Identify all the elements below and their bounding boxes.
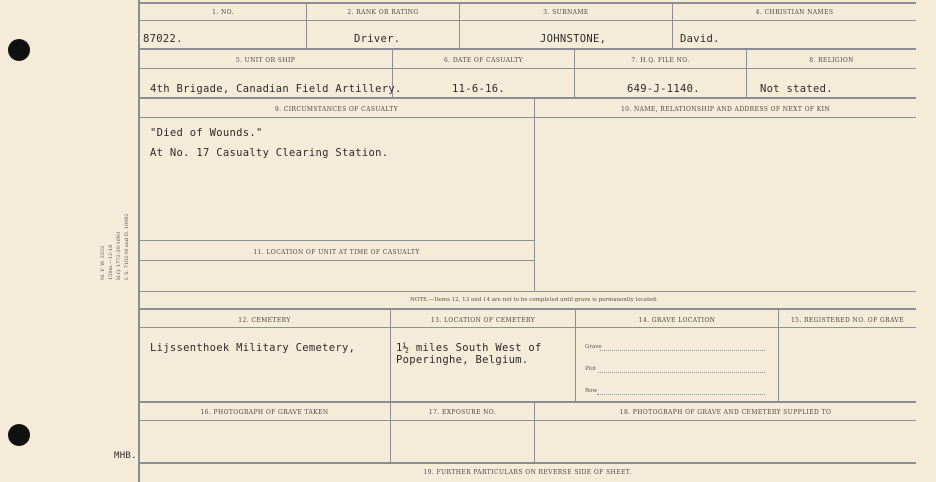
clerk-initials: MHB.: [114, 451, 137, 461]
cemetery-location-line-1: 1½ miles South West of: [396, 342, 542, 354]
date-value: 11-6-16.: [452, 83, 505, 95]
header-date: 6. DATE OF CASUALTY: [443, 57, 524, 64]
header-christian: 4. CHRISTIAN NAMES: [755, 9, 834, 16]
header-photo-supplied: 18. PHOTOGRAPH OF GRAVE AND CEMETERY SUPPLIED TO: [619, 409, 832, 416]
header-photo-taken: 16. PHOTOGRAPH OF GRAVE TAKEN: [200, 409, 329, 416]
header-religion: 8. RELIGION: [809, 57, 854, 64]
punch-hole-bottom: [8, 424, 30, 446]
circumstances-line-2: At No. 17 Casualty Clearing Station.: [150, 147, 389, 159]
header-circumstances: 9. CIRCUMSTANCES OF CASUALTY: [274, 106, 399, 113]
header-grave-location: 14. GRAVE LOCATION: [638, 317, 716, 324]
grave-field-label: Grave: [585, 344, 602, 350]
file-number-value: 649-J-1140.: [627, 83, 700, 95]
header-file: 7. H.Q. FILE NO.: [631, 57, 690, 64]
religion-value: Not stated.: [760, 83, 833, 95]
header-surname: 3. SURNAME: [543, 9, 589, 16]
form-print-reference: M. F. W. 3352 150m.—12-18 H.Q. 1772-39-1093 I. S. 7102-M and D. 10082: [100, 213, 130, 280]
cemetery-location-line-2: Poperinghe, Belgium.: [396, 354, 529, 366]
completion-note: NOTE.—Items 12, 13 and 14 are not to be completed until grave is permanently located.: [410, 297, 658, 303]
christian-names-value: David.: [680, 33, 720, 45]
footer-further-particulars: 19. FURTHER PARTICULARS ON REVERSE SIDE OF SHEET.: [423, 469, 632, 476]
surname-value: JOHNSTONE,: [540, 33, 607, 45]
header-exposure-no: 17. EXPOSURE NO.: [428, 409, 497, 416]
header-rank: 2. RANK OR RATING: [347, 9, 419, 16]
header-location-of-unit: 11. LOCATION OF UNIT AT TIME OF CASUALTY: [253, 249, 420, 256]
header-unit: 5. UNIT OR SHIP: [235, 57, 296, 64]
header-cemetery: 12. CEMETERY: [238, 317, 291, 324]
cemetery-value: Lijssenthoek Military Cemetery,: [150, 342, 356, 354]
punch-hole-top: [8, 39, 30, 61]
service-number: 87022.: [143, 33, 183, 45]
header-registered-no: 15. REGISTERED NO. OF GRAVE: [790, 317, 905, 324]
header-next-of-kin: 10. NAME, RELATIONSHIP AND ADDRESS OF NEXT OF KIN: [620, 106, 831, 113]
plot-field-label: Plot: [585, 366, 596, 372]
row-field-label: Row: [585, 388, 598, 394]
rank-value: Driver.: [354, 33, 401, 45]
header-no: 1. NO.: [212, 9, 234, 16]
circumstances-line-1: "Died of Wounds.": [150, 127, 263, 139]
unit-value: 4th Brigade, Canadian Field Artillery.: [150, 83, 402, 95]
header-cemetery-location: 13. LOCATION OF CEMETERY: [430, 317, 536, 324]
